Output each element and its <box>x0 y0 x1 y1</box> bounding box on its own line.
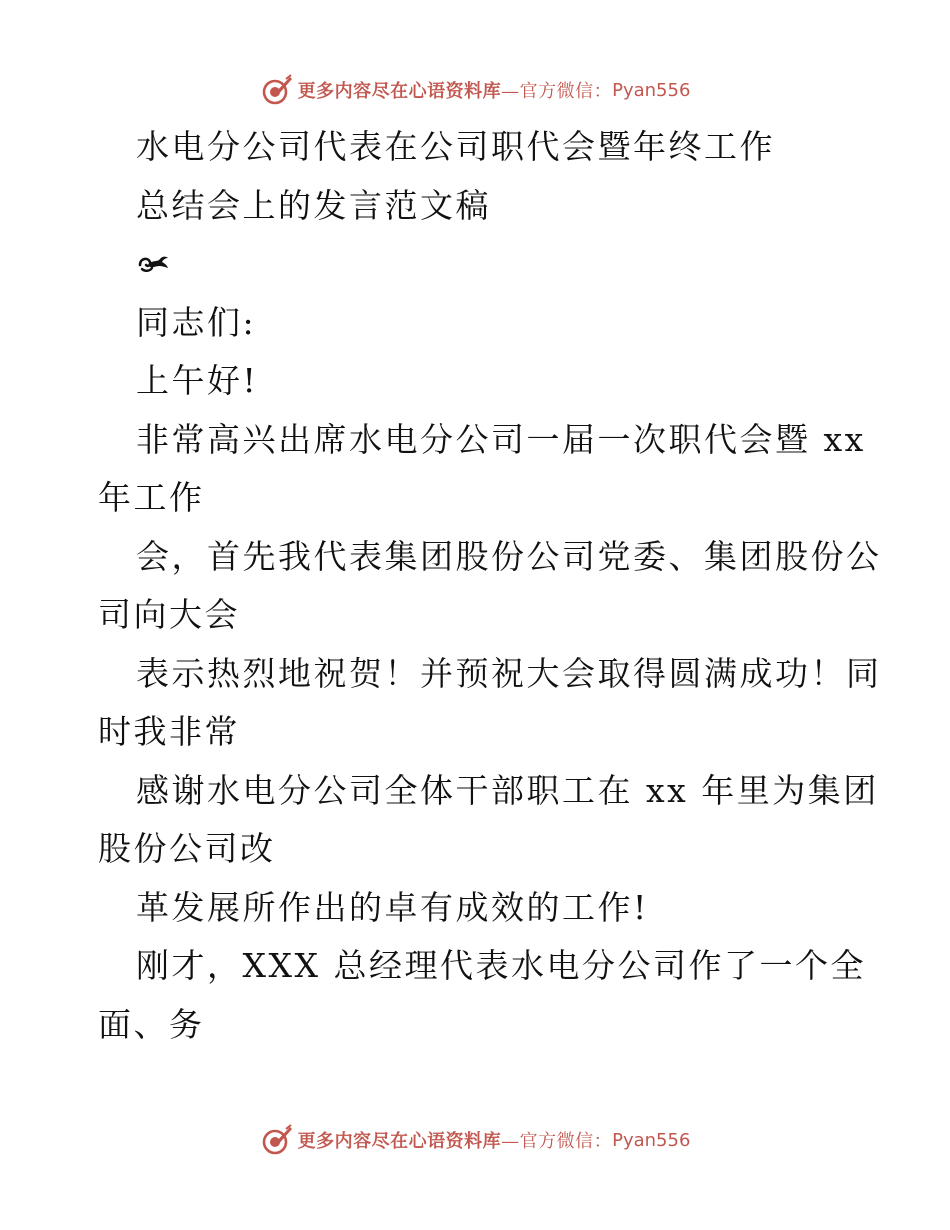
document-line: 同志们: <box>136 302 257 342</box>
document-line: 上午好! <box>136 361 259 400</box>
document-line: 司向大会 <box>98 595 240 634</box>
document-line: 感谢水电分公司全体干部职工在 xx 年里为集团 <box>136 770 879 810</box>
document-line: 时我非常 <box>98 712 240 751</box>
banner-main-text: 更多内容尽在心语资料库 <box>297 1131 502 1152</box>
quill-pen-logo-icon <box>260 73 294 107</box>
document-line: 非常高兴出席水电分公司一届一次职代会暨 xx <box>136 419 866 459</box>
document-line: 表示热烈地祝贺！并预祝大会取得圆满成功！同 <box>136 653 882 693</box>
document-line: 股份公司改 <box>98 829 276 868</box>
document-line: 革发展所作出的卓有成效的工作! <box>136 887 649 927</box>
header-watermark-banner <box>0 70 950 110</box>
title-ornament <box>98 235 858 294</box>
document-line: 面、务 <box>98 1004 205 1044</box>
banner-separator-text: —官方微信： <box>501 81 613 102</box>
quill-pen-logo-icon <box>260 1123 294 1157</box>
banner-wechat-id: Pyan556 <box>612 1129 691 1151</box>
banner-separator-text: —官方微信： <box>501 1131 613 1152</box>
document-line: 刚才，XXX 总经理代表水电分公司作了一个全 <box>136 946 866 985</box>
fleuron-ornament-icon <box>136 253 170 275</box>
banner-wechat-id: Pyan556 <box>612 79 691 101</box>
document-line: 年工作 <box>98 478 205 517</box>
document-body <box>98 118 882 1054</box>
banner-main-text: 更多内容尽在心语资料库 <box>297 81 502 102</box>
document-title-line-2: 总结会上的发言范文稿 <box>136 185 491 225</box>
document-title-line-1: 水电分公司代表在公司职代会暨年终工作 <box>136 127 775 166</box>
footer-watermark-banner <box>0 1120 950 1160</box>
document-line: 会，首先我代表集团股份公司党委、集团股份公 <box>136 536 882 576</box>
